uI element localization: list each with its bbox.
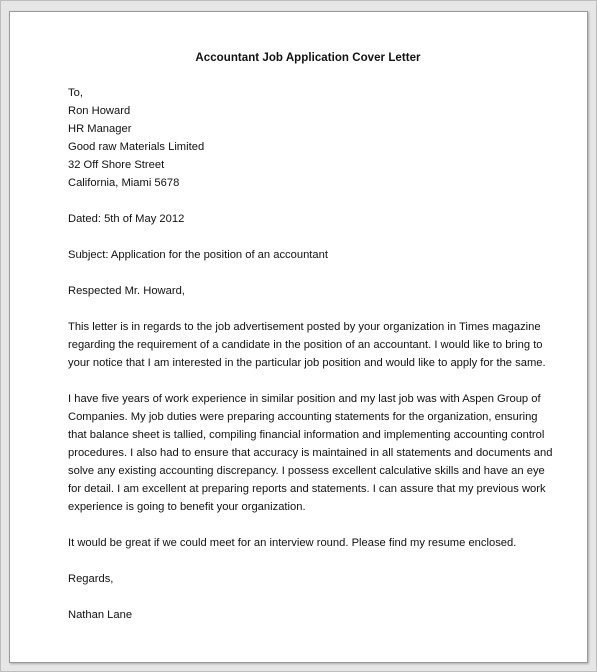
paragraph-1 (68, 318, 548, 372)
recipient-name: Ron Howard (68, 105, 131, 117)
recipient-address (68, 84, 548, 192)
paragraph-line: that balance sheet is tallied, compiling financial information and implementing accounting control (68, 429, 545, 441)
paragraph-line: I have five years of work experience in similar position and my last job was with Aspen Group of (68, 393, 541, 405)
recipient-company: Good raw Materials Limited (68, 141, 205, 153)
paragraph-line: This letter is in regards to the job advertisement posted by your organization in Times magazine (68, 321, 541, 333)
letter-signature: Nathan Lane (68, 609, 133, 621)
letter-salutation: Respected Mr. Howard, (68, 285, 185, 297)
letter-closing: Regards, (68, 573, 114, 585)
letter-subject: Subject: Application for the position of an accountant (68, 249, 328, 261)
paragraph-line: solve any existing accounting discrepancy. I possess excellent calculative skills and have an eye (68, 465, 545, 477)
letter-page (9, 11, 588, 663)
recipient-street: 32 Off Shore Street (68, 159, 165, 171)
letter-content (68, 49, 553, 624)
paragraph-line: your notice that I am interested in the particular job position and would like to apply for the same. (68, 357, 546, 369)
letter-date: Dated: 5th of May 2012 (68, 213, 185, 225)
paragraph-line: procedures. I also had to ensure that accuracy is maintained in all statements and documents and (68, 447, 553, 459)
paragraph-3: It would be great if we could meet for an interview round. Please find my resume enclosed. (68, 537, 517, 549)
recipient-to: To, (68, 87, 83, 99)
paragraph-line: Companies. My job duties were preparing accounting statements for the organization, ensuring (68, 411, 538, 423)
recipient-position: HR Manager (68, 123, 132, 135)
paragraph-line: experience is going to benefit your organization. (68, 501, 306, 513)
paragraph-line: for detail. I am excellent at preparing reports and statements. I can assure that my previous work (68, 483, 546, 495)
letter-title: Accountant Job Application Cover Letter (195, 52, 421, 64)
paragraph-2 (68, 390, 553, 516)
recipient-city: California, Miami 5678 (68, 177, 180, 189)
paragraph-line: regarding the requirement of a candidate in the position of an accountant. I would like to bring to (68, 339, 543, 351)
